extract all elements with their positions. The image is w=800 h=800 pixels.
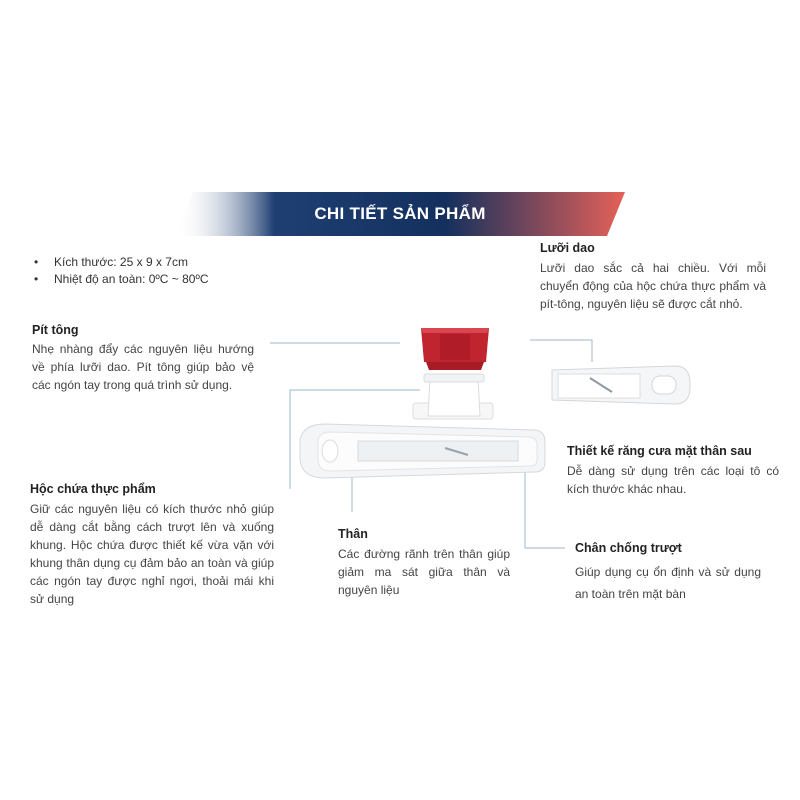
piston-image	[421, 328, 489, 370]
blade-plate-image	[552, 366, 690, 404]
spec-size: • Kích thước: 25 x 9 x 7cm	[34, 254, 209, 271]
holder-title: Hộc chứa thực phẩm	[30, 482, 156, 496]
serrated-description: Dễ dàng sử dụng trên các loại tô có kích thước khác nhau.	[567, 464, 779, 496]
blade-description: Lưỡi dao sắc cả hai chiều. Với mỗi chuyển động của hộc chứa thực phẩm và pít-tông, nguyên liệu sẽ được cắt nhỏ.	[540, 261, 766, 311]
body-title: Thân	[338, 527, 368, 541]
page-title: CHI TIẾT SẢN PHẨM	[314, 204, 486, 223]
food-holder-image	[413, 374, 493, 419]
antislip-title: Chân chống trượt	[575, 541, 682, 555]
slicer-body-image	[300, 424, 545, 478]
piston-title: Pít tông	[32, 323, 79, 337]
antislip-description: Giúp dụng cụ ổn định và sử dụng an toàn trên mặt bàn	[575, 565, 761, 601]
spec-temperature: • Nhiệt độ an toàn: 0ºC ~ 80ºC	[34, 271, 209, 288]
holder-description: Giữ các nguyên liệu có kích thước nhỏ giúp dễ dàng cắt bằng cách trượt lên và xuống khung. Hộc chứa được thiết kế vừa vặn với khung thân dụng cụ đảm bảo an toàn và giúp các ngón tay được nghỉ ngơi, thoải mái khi sử dụng	[30, 502, 274, 606]
piston-description: Nhẹ nhàng đẩy các nguyên liệu hướng về phía lưỡi dao. Pít tông giúp bảo vệ các ngón tay trong quá trình sử dụng.	[32, 342, 254, 392]
body-description: Các đường rãnh trên thân giúp giảm ma sát giữa thân và nguyên liệu	[338, 547, 510, 597]
serrated-title: Thiết kế răng cưa mặt thân sau	[567, 444, 752, 458]
blade-title: Lưỡi dao	[540, 241, 595, 255]
